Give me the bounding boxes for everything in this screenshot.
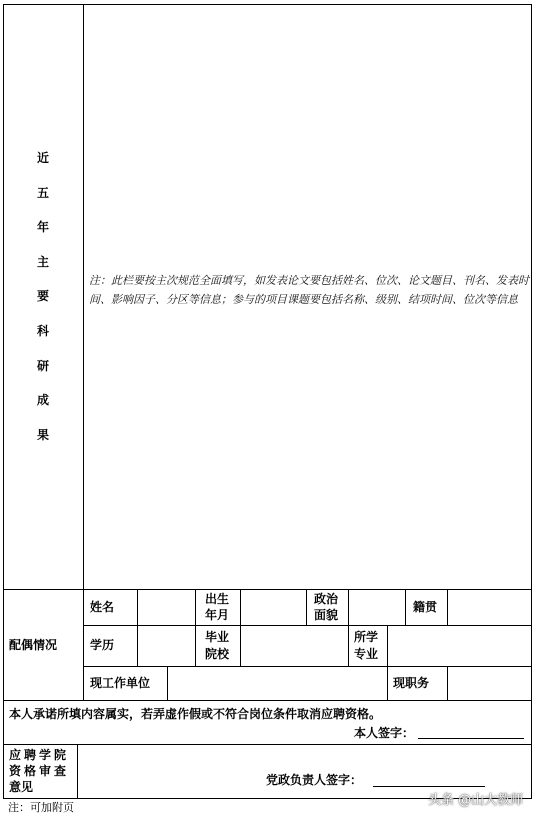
review-signature-line[interactable] bbox=[373, 786, 485, 787]
review-label: 应聘学院 bbox=[9, 748, 70, 762]
watermark: 头条 @山大教师 bbox=[428, 793, 524, 808]
spouse-r2-col-3 bbox=[240, 625, 241, 667]
name-label: 姓名 bbox=[90, 600, 115, 614]
research-divider bbox=[83, 4, 84, 700]
review-signature-label: 党政负责人签字： bbox=[266, 773, 363, 787]
name-field[interactable] bbox=[139, 591, 194, 624]
politics-field[interactable] bbox=[350, 591, 404, 624]
school-label: 院校 bbox=[205, 647, 230, 661]
review-label: 意见 bbox=[9, 780, 34, 794]
pledge-signature-label: 本人签字： bbox=[354, 726, 415, 740]
research-label-char: 五 bbox=[36, 186, 49, 200]
spouse-r1-col-1 bbox=[137, 589, 138, 626]
employer-label: 现工作单位 bbox=[90, 676, 151, 690]
spouse-r1-col-3 bbox=[240, 589, 241, 626]
school-field[interactable] bbox=[242, 627, 347, 665]
research-label-char: 近 bbox=[36, 151, 49, 165]
spouse-r1-col-6 bbox=[405, 589, 406, 626]
spouse-r1-col-4 bbox=[306, 589, 307, 626]
spouse-r1-col-5 bbox=[348, 589, 349, 626]
spouse-r2-col-4 bbox=[348, 625, 349, 667]
footnote: 注：可加附页 bbox=[8, 801, 74, 814]
school-label: 毕业 bbox=[205, 630, 230, 644]
major-field[interactable] bbox=[389, 627, 530, 665]
birth-label: 年月 bbox=[205, 608, 230, 622]
research-note: 注：此栏要按主次规范全面填写，如发表论文要包括姓名、位次、论文题目、刊名、发表时间、影响因子、分区等信息；参与的项目课题要包括名称、级别、结项时间、位次等信息 bbox=[89, 274, 529, 306]
research-label-char: 科 bbox=[36, 324, 49, 338]
birth-label: 出生 bbox=[205, 592, 230, 606]
table-border-right bbox=[531, 4, 532, 799]
pledge-signature-line[interactable] bbox=[418, 738, 524, 739]
education-field[interactable] bbox=[139, 627, 194, 665]
native-place-field[interactable] bbox=[449, 591, 530, 624]
spouse-row-1-bottom bbox=[83, 625, 532, 626]
position-field[interactable] bbox=[449, 668, 530, 699]
spouse-bottom bbox=[3, 700, 532, 701]
research-label-char: 要 bbox=[36, 289, 49, 303]
pledge-bottom bbox=[3, 744, 532, 745]
spouse-r1-col-7 bbox=[447, 589, 448, 626]
spouse-r2-col-2 bbox=[195, 625, 196, 667]
education-label: 学历 bbox=[90, 638, 115, 652]
spouse-r3-col-2 bbox=[387, 666, 388, 701]
review-label: 资格审查 bbox=[9, 764, 70, 778]
politics-label: 面貌 bbox=[314, 608, 339, 622]
spouse-r3-col-1 bbox=[167, 666, 168, 701]
spouse-r3-col-3 bbox=[447, 666, 448, 701]
spouse-r1-col-2 bbox=[195, 589, 196, 626]
spouse-r2-col-5 bbox=[387, 625, 388, 667]
position-label: 现职务 bbox=[393, 676, 430, 690]
politics-label: 政治 bbox=[314, 592, 339, 606]
research-label-char: 果 bbox=[36, 428, 49, 442]
spouse-r2-col-1 bbox=[137, 625, 138, 667]
employer-field[interactable] bbox=[169, 668, 386, 699]
major-label: 专业 bbox=[354, 647, 379, 661]
research-label-char: 主 bbox=[36, 255, 49, 269]
birth-field[interactable] bbox=[242, 591, 305, 624]
review-divider bbox=[77, 744, 78, 799]
research-bottom bbox=[3, 589, 532, 590]
major-label: 所学 bbox=[354, 630, 379, 644]
research-label-char: 年 bbox=[36, 220, 49, 234]
research-label-char: 成 bbox=[36, 393, 49, 407]
native-place-label: 籍贯 bbox=[413, 600, 438, 614]
table-border-left bbox=[3, 4, 4, 799]
spouse-row-2-bottom bbox=[83, 666, 532, 667]
research-label-char: 研 bbox=[36, 359, 49, 373]
spouse-section-label: 配偶情况 bbox=[9, 638, 58, 652]
pledge-text: 本人承诺所填内容属实，若弄虚作假或不符合岗位条件取消应聘资格。 bbox=[9, 707, 382, 721]
